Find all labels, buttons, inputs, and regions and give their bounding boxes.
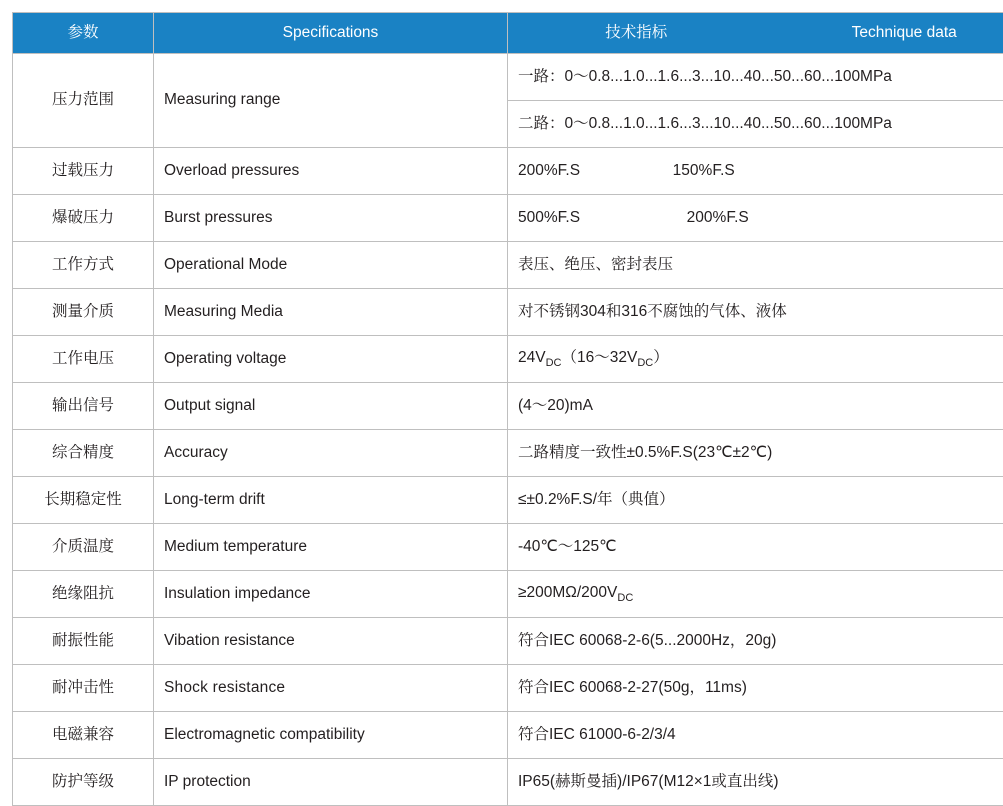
- specification-table: [12, 12, 1003, 806]
- row-label-en: Insulation impedance: [154, 571, 508, 618]
- row-value: $24V_{DC}(16\sim 32V_{DC})$: [508, 336, 1003, 383]
- row-value-a: 200%F.S: [518, 162, 580, 179]
- row-label-en: Operating voltage: [154, 336, 508, 383]
- row-label-en: Long-term drift: [154, 477, 508, 524]
- table-body: [13, 54, 1003, 806]
- header-data: [508, 13, 1003, 54]
- row-value: [508, 195, 1003, 242]
- row-label-cn: 电磁兼容: [13, 712, 154, 759]
- table-row: [13, 618, 1003, 665]
- row-label-en: Burst pressures: [154, 195, 508, 242]
- row-label-en: Measuring range: [154, 54, 508, 148]
- table-row: [13, 289, 1003, 336]
- row-label-cn: 耐冲击性: [13, 665, 154, 712]
- table-row: [13, 195, 1003, 242]
- row-value: 符合IEC 60068-2-27(50g，11ms): [508, 665, 1003, 712]
- table-row: [13, 524, 1003, 571]
- header-data-inner: [518, 23, 1003, 44]
- row-label-en: Accuracy: [154, 430, 508, 477]
- header-data-cn: 技术指标: [605, 23, 667, 44]
- header-param-en: Specifications: [154, 13, 508, 54]
- table-row: [13, 665, 1003, 712]
- row-value: ≤±0.2%F.S/年（典值）: [508, 477, 1003, 524]
- row-value: 表压、绝压、密封表压: [508, 242, 1003, 289]
- row-label-cn: 耐振性能: [13, 618, 154, 665]
- row-label-cn: 绝缘阻抗: [13, 571, 154, 618]
- row-label-en: Output signal: [154, 383, 508, 430]
- table-row: [13, 383, 1003, 430]
- row-value: 对不锈钢304和316不腐蚀的气体、液体: [508, 289, 1003, 336]
- row-label-cn: 过载压力: [13, 148, 154, 195]
- row-label-cn: 爆破压力: [13, 195, 154, 242]
- table-row: [13, 759, 1003, 806]
- table-header: [13, 13, 1003, 54]
- row-label-en: Operational Mode: [154, 242, 508, 289]
- table-row: [13, 336, 1003, 383]
- table-row: [13, 242, 1003, 289]
- row-label-en: Shock resistance: [154, 665, 508, 712]
- header-row: [13, 13, 1003, 54]
- row-value: $\ge 200M\Omega/200V_{DC}$: [508, 571, 1003, 618]
- row-value-line1: 一路：0～0.8...1.0...1.6...3...10...40...50...60...100MPa: [508, 54, 1003, 101]
- row-value-b: 150%F.S: [673, 162, 735, 179]
- row-value: 二路精度一致性±0.5%F.S(23℃±2℃): [508, 430, 1003, 477]
- row-label-cn: 工作方式: [13, 242, 154, 289]
- row-label-cn: 压力范围: [13, 54, 154, 148]
- row-label-en: Vibation resistance: [154, 618, 508, 665]
- row-label-cn: 综合精度: [13, 430, 154, 477]
- row-value-b: 200%F.S: [687, 209, 749, 226]
- row-label-en: Medium temperature: [154, 524, 508, 571]
- row-value-line2: 二路：0～0.8...1.0...1.6...3...10...40...50...60...100MPa: [508, 101, 1003, 148]
- row-label-cn: 测量介质: [13, 289, 154, 336]
- table-row: [13, 571, 1003, 618]
- row-label-en: IP protection: [154, 759, 508, 806]
- row-label-en: Electromagnetic compatibility: [154, 712, 508, 759]
- header-param-cn: 参数: [13, 13, 154, 54]
- row-value: (4～20)mA: [508, 383, 1003, 430]
- table-row: [13, 54, 1003, 101]
- row-value: 符合IEC 61000-6-2/3/4: [508, 712, 1003, 759]
- row-value: -40℃～125℃: [508, 524, 1003, 571]
- table-row: [13, 430, 1003, 477]
- table-row: [13, 148, 1003, 195]
- row-label-cn: 工作电压: [13, 336, 154, 383]
- row-label-en: Overload pressures: [154, 148, 508, 195]
- row-label-cn: 防护等级: [13, 759, 154, 806]
- row-value-a: 500%F.S: [518, 209, 580, 226]
- row-label-cn: 介质温度: [13, 524, 154, 571]
- row-value: IP65(赫斯曼插)/IP67(M12×1或直出线): [508, 759, 1003, 806]
- row-label-cn: 输出信号: [13, 383, 154, 430]
- table-row: [13, 712, 1003, 759]
- table-row: [13, 477, 1003, 524]
- row-label-cn: 长期稳定性: [13, 477, 154, 524]
- row-value: [508, 148, 1003, 195]
- row-value: 符合IEC 60068-2-6(5...2000Hz，20g): [508, 618, 1003, 665]
- header-data-en: Technique data: [852, 23, 957, 44]
- row-label-en: Measuring Media: [154, 289, 508, 336]
